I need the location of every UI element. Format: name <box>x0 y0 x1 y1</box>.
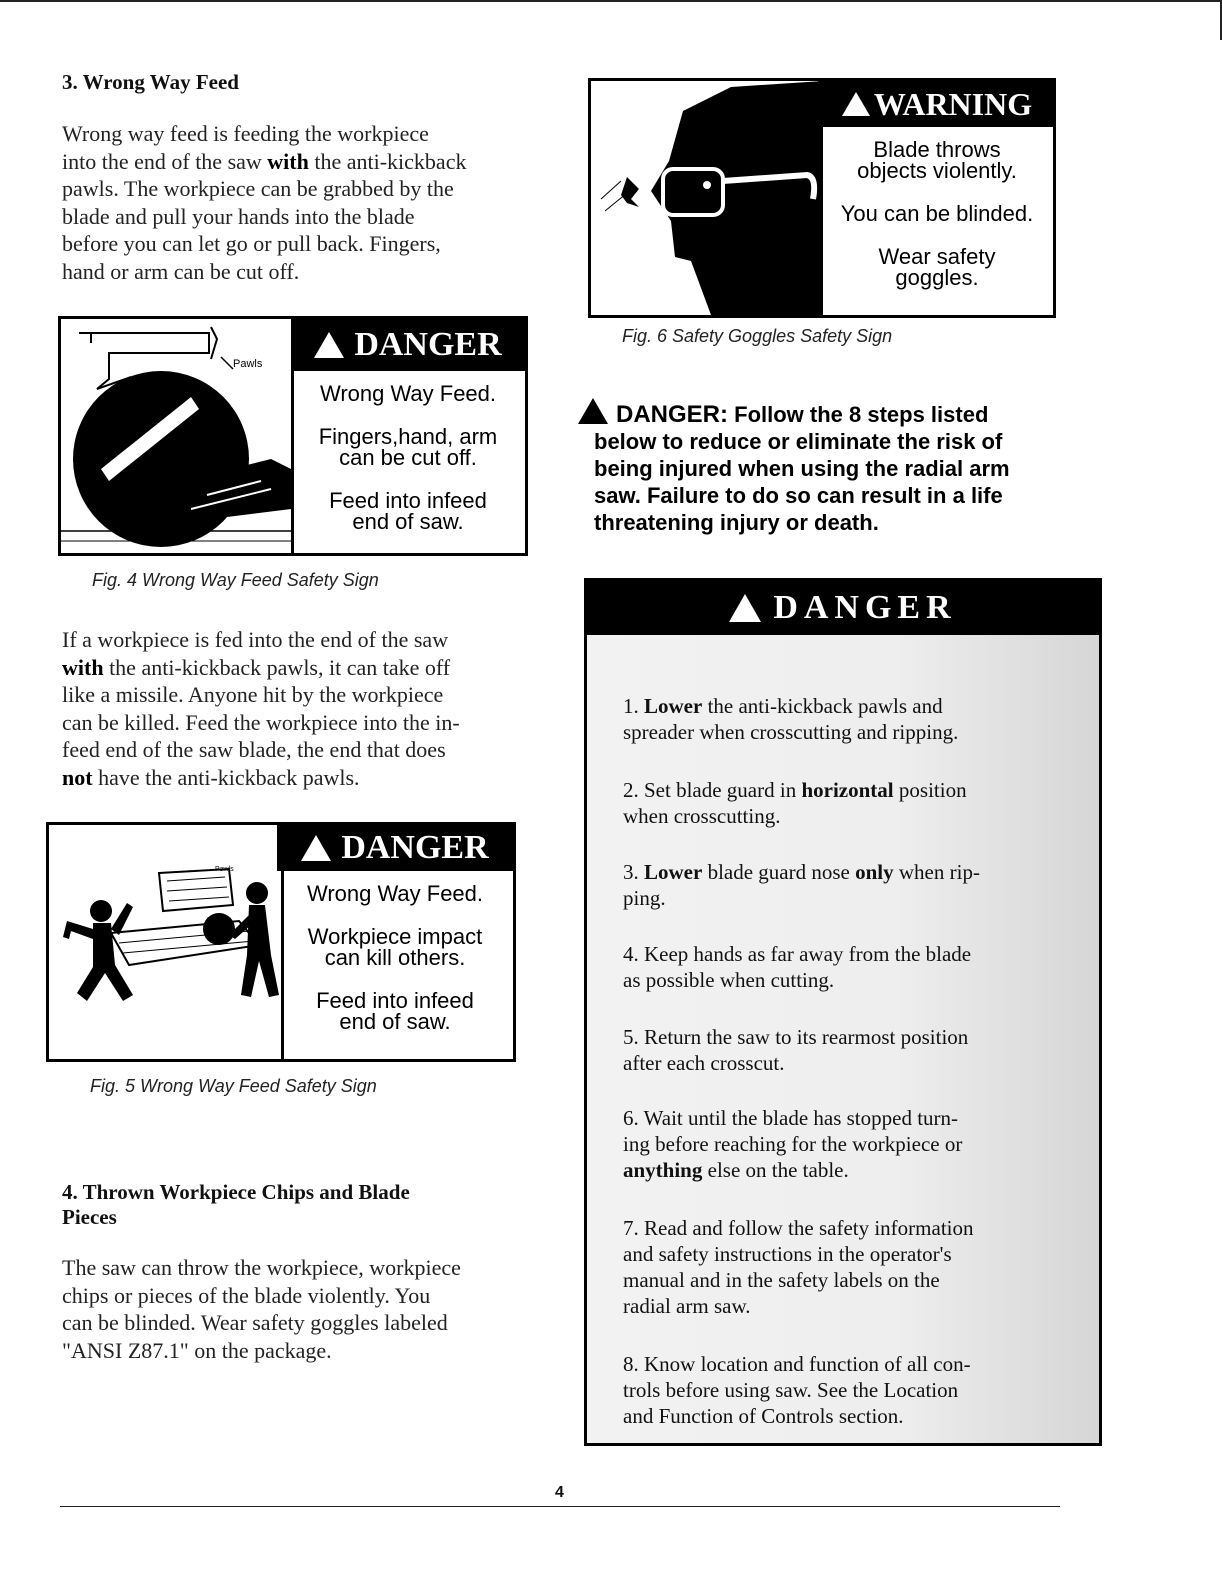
danger-intro-line-4: saw. Failure to do so can result in a life <box>594 483 1003 508</box>
fig6-msg-3b: goggles. <box>895 265 979 290</box>
danger-step-2 <box>623 777 1063 829</box>
fig6-warning-banner: WARNING <box>821 81 1053 127</box>
danger-intro-lead: DANGER: <box>616 401 728 428</box>
text-line: can be blinded. Wear safety goggles labeled <box>62 1310 448 1335</box>
saw-blade-hand-illustration <box>61 319 294 553</box>
section-4-paragraph <box>62 1254 542 1364</box>
person-hit-icon <box>49 825 281 1059</box>
danger-intro-line-1: Follow the 8 steps listed <box>734 402 989 427</box>
fig4-msg-1: Wrong Way Feed. <box>319 381 497 406</box>
fig4-msg-2a: Fingers,hand, arm <box>318 424 498 449</box>
text-line: If a workpiece is fed into the end of the saw <box>62 627 449 652</box>
danger-step-7 <box>623 1215 1063 1319</box>
fig6-warning-sign <box>588 78 1056 318</box>
fig5-danger-sign <box>46 822 516 1062</box>
text-line: 3. Lower blade guard nose only when rip- <box>623 860 980 884</box>
text-line: spreader when crosscutting and ripping. <box>623 720 959 744</box>
danger-intro-line-5: threatening injury or death. <box>594 510 879 535</box>
fig6-caption: Fig. 6 Safety Goggles Safety Sign <box>622 326 893 346</box>
danger-step-5 <box>623 1024 1063 1076</box>
saw-blade-icon <box>61 319 291 553</box>
danger-steps-box <box>584 578 1102 1446</box>
fig5-msg-1: Wrong Way Feed. <box>306 881 484 906</box>
text-line: chips or pieces of the blade violently. You <box>62 1282 431 1308</box>
fig6-msg-2: You can be blinded. <box>840 201 1034 226</box>
fig5-msg-3b: end of saw. <box>339 1009 451 1034</box>
text-line: and Function of Controls section. <box>623 1404 904 1428</box>
goggles-face-illustration <box>591 81 823 315</box>
fig6-msg-1b: objects violently. <box>857 158 1017 183</box>
svg-text:Pawls: Pawls <box>233 358 263 370</box>
warning-triangle-icon <box>578 398 608 424</box>
danger-step-3 <box>623 859 1063 911</box>
section-3-paragraph-1 <box>62 120 552 285</box>
section-4-heading-line-2: Pieces <box>62 1205 117 1229</box>
top-rule <box>0 0 1222 2</box>
text-line: 1. Lower the anti-kickback pawls and <box>623 694 943 718</box>
text-line: Wrong way feed is feeding the workpiece <box>62 121 429 146</box>
fig4-danger-banner: DANGER <box>291 319 525 371</box>
text-line: like a missile. Anyone hit by the workpiece <box>62 682 444 707</box>
text-line: 2. Set blade guard in horizontal position <box>623 778 967 802</box>
text-line: 7. Read and follow the safety information <box>623 1216 974 1240</box>
text-line: blade and pull your hands into the blade <box>62 203 415 229</box>
text-line: radial arm saw. <box>623 1294 751 1318</box>
text-line: feed end of the saw blade, the end that does <box>62 737 446 762</box>
fig4-msg-3b: end of saw. <box>352 509 464 534</box>
text-line: pawls. The workpiece can be grabbed by the <box>62 176 454 201</box>
text-line: manual and in the safety labels on the <box>623 1268 940 1292</box>
text-line: into the end of the saw with the anti-kickback <box>62 148 467 174</box>
text-line: "ANSI Z87.1" on the package. <box>62 1337 332 1363</box>
text-line: and safety instructions in the operator's <box>623 1242 952 1266</box>
fig4-msg-3a: Feed into infeed <box>329 488 487 513</box>
danger-steps-banner: DANGER <box>587 581 1099 635</box>
text-line: when crosscutting. <box>623 804 781 828</box>
page-number: 4 <box>555 1484 564 1501</box>
text-line: with the anti-kickback pawls, it can take off <box>62 654 451 680</box>
warning-triangle-icon <box>842 92 870 116</box>
warning-triangle-icon <box>314 332 344 358</box>
text-line: hand or arm can be cut off. <box>62 258 300 284</box>
section-4-heading-line-1: 4. Thrown Workpiece Chips and Blade <box>62 1180 410 1204</box>
fig5-danger-banner: DANGER <box>277 825 513 871</box>
svg-text:Pawls: Pawls <box>215 866 234 873</box>
text-line: not have the anti-kickback pawls. <box>62 764 360 790</box>
safety-goggles-icon <box>591 81 823 315</box>
fig5-msg-3a: Feed into infeed <box>316 988 474 1013</box>
danger-step-6 <box>623 1105 1063 1183</box>
warning-triangle-icon <box>301 835 331 861</box>
text-line: ping. <box>623 886 666 910</box>
footer-rule <box>60 1506 1060 1507</box>
danger-step-8 <box>623 1351 1063 1429</box>
wrong-way-feed-illustration <box>49 825 284 1059</box>
danger-step-1 <box>623 693 1063 745</box>
section-3-paragraph-2 <box>62 626 552 791</box>
fig5-msg-2b: can kill others. <box>324 945 466 970</box>
text-line: 5. Return the saw to its rearmost position <box>623 1025 969 1049</box>
text-line: can be killed. Feed the workpiece into the in- <box>62 709 460 735</box>
text-line: anything else on the table. <box>623 1158 849 1182</box>
warning-triangle-icon <box>729 594 761 622</box>
text-line: The saw can throw the workpiece, workpiece <box>62 1255 461 1280</box>
fig6-msg-3a: Wear safety <box>878 244 996 269</box>
text-line: after each crosscut. <box>623 1051 785 1075</box>
section-3-heading: 3. Wrong Way Feed <box>62 70 239 94</box>
text-line: before you can let go or pull back. Fingers, <box>62 231 441 256</box>
danger-step-4 <box>623 941 1063 993</box>
fig5-caption: Fig. 5 Wrong Way Feed Safety Sign <box>90 1076 377 1096</box>
fig4-msg-2b: can be cut off. <box>339 445 477 470</box>
fig5-msg-2a: Workpiece impact <box>307 924 483 949</box>
text-line: 4. Keep hands as far away from the blade <box>623 942 972 966</box>
text-line: ing before reaching for the workpiece or <box>623 1132 963 1156</box>
text-line: as possible when cutting. <box>623 968 835 992</box>
danger-intro <box>578 398 1078 536</box>
danger-intro-line-2: below to reduce or eliminate the risk of <box>594 429 1003 454</box>
fig6-msg-1a: Blade throws <box>873 137 1001 162</box>
text-line: 6. Wait until the blade has stopped turn- <box>623 1106 959 1130</box>
danger-intro-line-3: being injured when using the radial arm <box>594 456 1010 481</box>
text-line: trols before using saw. See the Location <box>623 1378 959 1402</box>
fig4-danger-sign <box>58 316 528 556</box>
text-line: 8. Know location and function of all con- <box>623 1352 971 1376</box>
fig4-caption: Fig. 4 Wrong Way Feed Safety Sign <box>92 570 379 590</box>
